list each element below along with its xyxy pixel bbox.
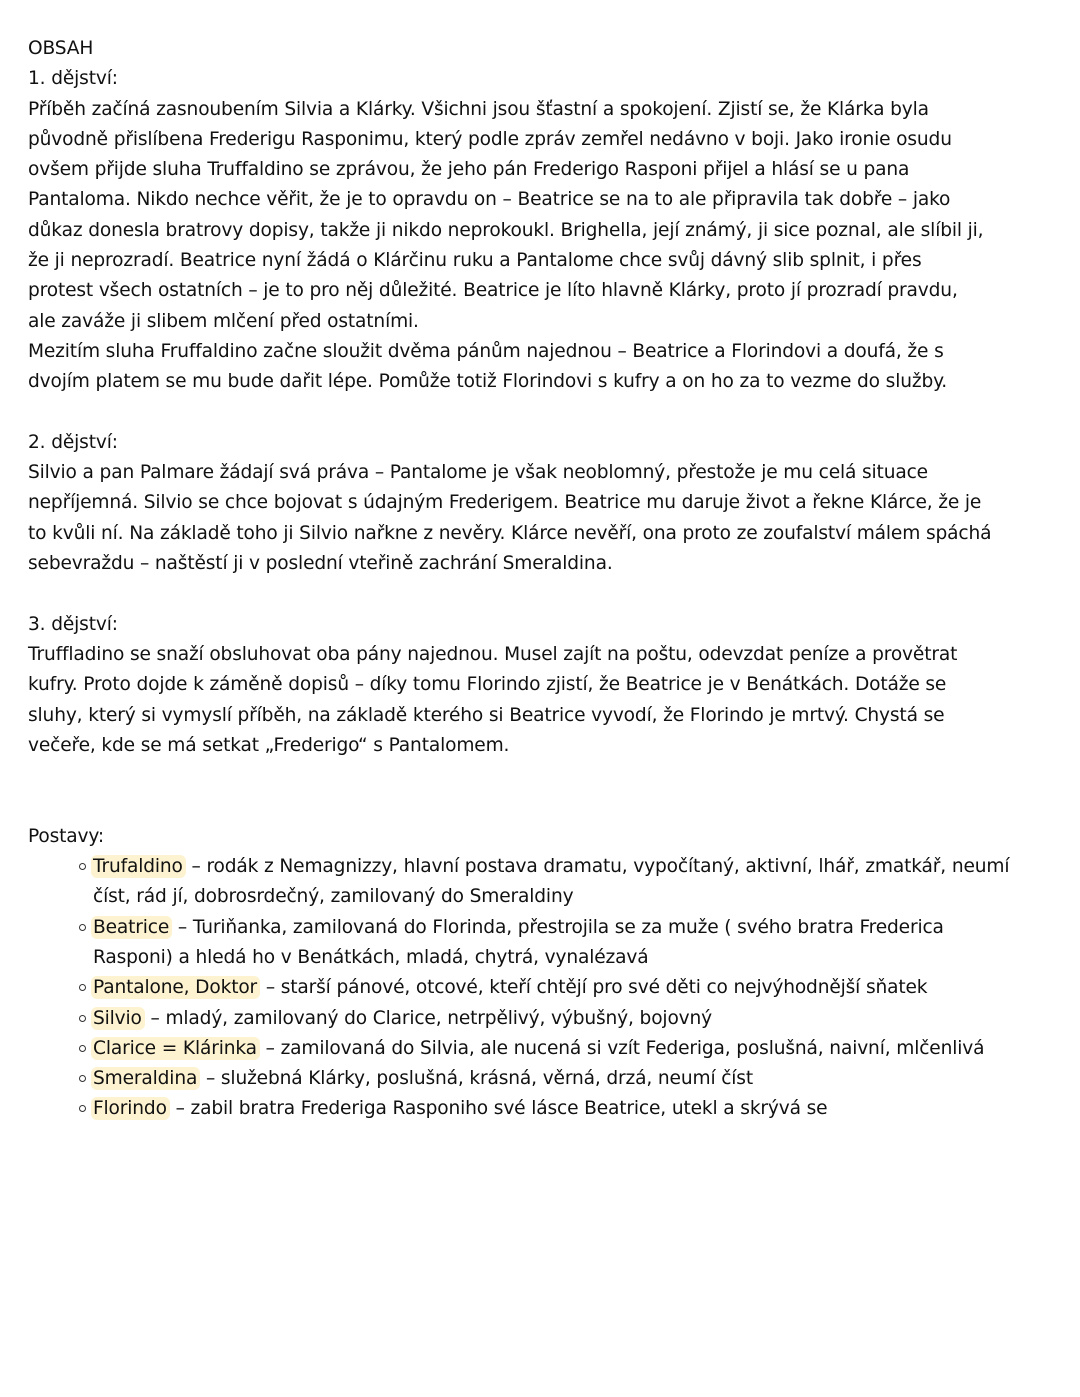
- text-line: Příběh začíná zasnoubením Silvia a Klárky. Všichni jsou šťastní a spokojení. Zjistí se, že Klárka byla: [28, 98, 929, 120]
- text-line: ovšem přijde sluha Truffaldino se zprávou, že jeho pán Frederigo Rasponi přijel a hlásí se u pana: [28, 159, 910, 181]
- act-title: 1. dějství:: [28, 68, 118, 90]
- hollow-circle-bullet-icon: [79, 984, 86, 991]
- character-item-trufaldino: [28, 852, 1058, 913]
- character-description: – zamilovaná do Silvia, ale nucená si vzít Federiga, poslušná, naivní, mlčenlivá: [259, 1037, 985, 1059]
- act-title: 3. dějství:: [28, 613, 118, 635]
- character-name: Florindo: [91, 1097, 170, 1120]
- character-description: – zabil bratra Frederiga Rasponiho své lásce Beatrice, utekl a skrývá se: [169, 1098, 828, 1120]
- character-item-florindo: [28, 1094, 1058, 1124]
- characters-heading: Postavy:: [28, 825, 105, 847]
- hollow-circle-bullet-icon: [79, 1075, 86, 1082]
- text-line: ale zaváže ji slibem mlčení před ostatními.: [28, 310, 419, 332]
- text-line: Pantaloma. Nikdo nechce věřit, že je to opravdu on – Beatrice se na to ale připravila tak dobře – jako: [28, 189, 951, 211]
- act-2-section: [28, 428, 1058, 579]
- document-heading: OBSAH: [28, 38, 94, 59]
- document-page: [28, 34, 1058, 1125]
- spacer: [28, 761, 1058, 822]
- act-3-section: [28, 610, 1058, 761]
- hollow-circle-bullet-icon: [79, 924, 86, 931]
- character-description: Rasponi) a hledá ho v Benátkách, mladá, chytrá, vynalézavá: [93, 946, 649, 968]
- text-line: sebevraždu – naštěstí ji v poslední vteřině zachrání Smeraldina.: [28, 553, 613, 575]
- spacer: [28, 579, 1058, 609]
- hollow-circle-bullet-icon: [79, 863, 86, 870]
- act-title: 2. dějství:: [28, 431, 118, 453]
- text-line: kufry. Proto dojde k záměně dopisů – díky tomu Florindo zjistí, že Beatrice je v Benátkách. Dotáže se: [28, 674, 947, 696]
- act-1-section: [28, 64, 1058, 397]
- character-name: Trufaldino: [91, 855, 186, 878]
- text-line: dvojím platem se mu bude dařit lépe. Pomůže totiž Florindovi s kufry a on ho za to vezme do služby.: [28, 371, 948, 393]
- text-line: Silvio a pan Palmare žádají svá práva – Pantalome je však neoblomný, přestože je mu celá situace: [28, 462, 928, 484]
- text-line: důkaz donesla bratrovy dopisy, takže ji nikdo neprokoukl. Brighella, její známý, ji sice poznal, ale slíbil ji,: [28, 219, 984, 241]
- text-line: Mezitím sluha Fruffaldino začne sloužit dvěma pánům najednou – Beatrice a Florindovi a doufá, že s: [28, 340, 944, 362]
- character-description: – starší pánové, otcové, kteří chtějí pro své děti co nejvýhodnější sňatek: [260, 977, 928, 999]
- character-item-beatrice: [28, 913, 1058, 974]
- character-description: – Turiňanka, zamilovaná do Florinda, přestrojila se za muže ( svého bratra Frederica: [172, 916, 944, 938]
- text-line: Truffladino se snaží obsluhovat oba pány najednou. Musel zajít na poštu, odevzdat peníze a provětrat: [28, 643, 958, 665]
- text-line: to kvůli ní. Na základě toho ji Silvio nařkne z nevěry. Klárce nevěří, ona proto ze zoufalství málem spáchá: [28, 522, 992, 544]
- text-line: původně přislíbena Frederigu Rasponimu, který podle zpráv zemřel nedávno v boji. Jako ironie osudu: [28, 128, 952, 150]
- text-line: nepříjemná. Silvio se chce bojovat s údajným Frederigem. Beatrice mu daruje život a řekne Klárce, že je: [28, 492, 982, 514]
- spacer: [28, 398, 1058, 428]
- text-line: protest všech ostatních – je to pro něj důležité. Beatrice je líto hlavně Klárky, proto jí prozradí pravdu,: [28, 280, 958, 302]
- character-item-pantalone: [28, 973, 1058, 1003]
- text-line: že ji neprozradí. Beatrice nyní žádá o Klárčinu ruku a Pantalome chce svůj dávný slib splnit, i přes: [28, 250, 922, 272]
- character-description: – rodák z Nemagnizzy, hlavní postava dramatu, vypočítaný, aktivní, lhář, zmatkář, neumí: [185, 856, 1010, 878]
- text-line: sluhy, který si vymyslí příběh, na základě kterého si Beatrice vyvodí, že Florindo je mrtvý. Chystá se: [28, 704, 945, 726]
- character-description: – služebná Klárky, poslušná, krásná, věrná, drzá, neumí číst: [200, 1068, 753, 1090]
- character-description: číst, rád jí, dobrosrdečný, zamilovaný do Smeraldiny: [93, 886, 574, 908]
- character-item-silvio: [28, 1004, 1058, 1034]
- text-line: večeře, kde se má setkat „Frederigo“ s Pantalomem.: [28, 734, 510, 756]
- character-name: Beatrice: [91, 916, 172, 939]
- hollow-circle-bullet-icon: [79, 1105, 86, 1112]
- hollow-circle-bullet-icon: [79, 1015, 86, 1022]
- character-item-clarice: [28, 1034, 1058, 1064]
- characters-section: [28, 822, 1058, 1125]
- character-name: Silvio: [91, 1007, 145, 1030]
- character-item-smeraldina: [28, 1064, 1058, 1094]
- character-description: – mladý, zamilovaný do Clarice, netrpělivý, výbušný, bojovný: [144, 1007, 713, 1029]
- character-name: Pantalone, Doktor: [91, 976, 260, 999]
- character-name: Clarice = Klárinka: [91, 1037, 260, 1060]
- character-name: Smeraldina: [91, 1067, 200, 1090]
- hollow-circle-bullet-icon: [79, 1045, 86, 1052]
